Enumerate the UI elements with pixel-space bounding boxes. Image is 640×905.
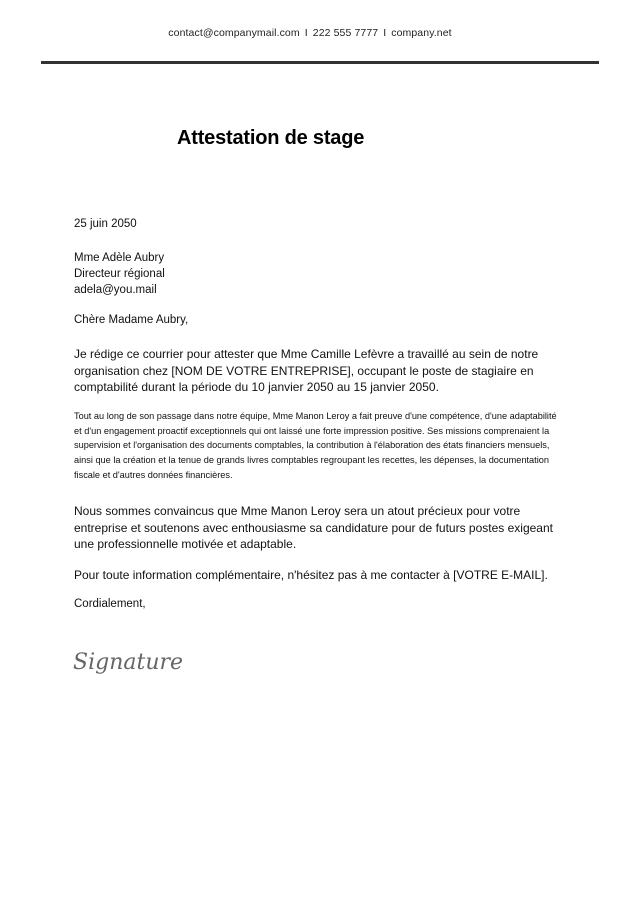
signature: Signature <box>73 650 184 675</box>
letter-date: 25 juin 2050 <box>74 218 137 230</box>
body-paragraph-details: Tout au long de son passage dans notre équipe, Mme Manon Leroy a fait preuve d'une compétence, d'une adaptabilité et d'un engagement proactif exceptionnels qui ont laissé une forte impression positive. Ses missions comprenaient la supervision et l'organisation des documents comptables, la contribution à l'élaboration des états financiers mensuels, ainsi que la création et la tenue de grands livres comptables regroupant les recettes, les dépenses, la documentation fiscale et d'autres données financières. <box>74 411 557 480</box>
body-paragraph-contact: Pour toute information complémentaire, n'hésitez pas à me contacter à [VOTRE E-MAIL]. <box>74 568 548 582</box>
document-title: Attestation de stage <box>177 127 365 149</box>
header-separator: I <box>304 27 308 39</box>
header-email: contact@companymail.com <box>168 27 300 39</box>
closing: Cordialement, <box>74 598 146 610</box>
recipient-position: Directeur régional <box>74 268 165 280</box>
header-website: company.net <box>391 27 452 39</box>
body-paragraph-recommendation: Nous sommes convaincus que Mme Manon Leroy sera un atout précieux pour votre entreprise et soutenons avec enthousiasme sa candidature pour de futurs postes exigeant une professionnelle motivée et adaptable. <box>74 504 553 551</box>
salutation: Chère Madame Aubry, <box>74 314 189 326</box>
header-separator: I <box>383 27 387 39</box>
header-contact-line <box>0 27 620 39</box>
header-divider <box>41 61 599 64</box>
recipient-block <box>74 250 165 298</box>
header-phone: 222 555 7777 <box>312 27 379 39</box>
body-paragraph-intro: Je rédige ce courrier pour attester que Mme Camille Lefèvre a travaillé au sein de notre organisation chez [NOM DE VOTRE ENTREPRISE], occupant le poste de stagiaire en comptabilité durant la période du 10 janvier 2050 au 15 janvier 2050. <box>74 347 539 394</box>
recipient-name: Mme Adèle Aubry <box>74 252 165 264</box>
recipient-email: adela@you.mail <box>74 284 157 296</box>
